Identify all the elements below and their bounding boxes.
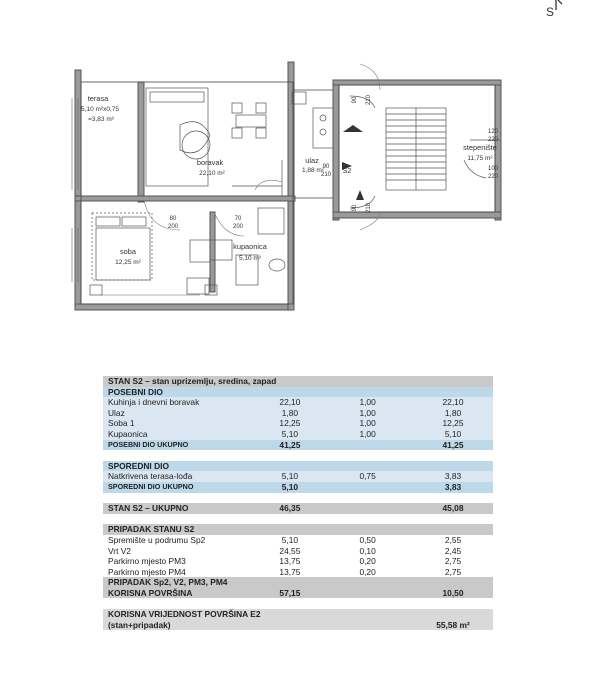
subtotal-label: POSEBNI DIO UKUPNO — [103, 440, 258, 451]
room-boravak-name: boravak — [196, 158, 224, 167]
stan-total-coef — [322, 503, 413, 514]
final-label-line1: KORISNA VRIJEDNOST POVRŠINA E2 — [103, 609, 493, 620]
row-name: Soba 1 — [103, 418, 258, 429]
stan-total-total: 45,08 — [413, 503, 493, 514]
room-kupaonica-area: 5,10 m² — [238, 255, 262, 262]
door3-width: 90 — [322, 164, 330, 170]
row-total: 22,10 — [413, 397, 493, 408]
door3-height: 210 — [320, 172, 332, 178]
row-area: 5,10 — [258, 535, 323, 546]
subtotal-label: SPOREDNI DIO UKUPNO — [103, 482, 258, 493]
subtotal-row — [103, 482, 493, 493]
pripadak-total-line1: PRIPADAK Sp2, V2, PM3, PM4 — [103, 577, 493, 588]
row-total: 12,25 — [413, 418, 493, 429]
pripadak-total-coef — [322, 588, 413, 599]
final-coef — [322, 620, 413, 631]
row-coef: 1,00 — [322, 418, 413, 429]
pripadak-total-total: 10,50 — [413, 588, 493, 599]
row-name: Kuhinja i dnevni boravak — [103, 397, 258, 408]
table-title-row — [103, 376, 493, 387]
row-area: 24,55 — [258, 546, 323, 557]
room-terasa-dims: 5,10 m²x0,75 — [81, 106, 119, 113]
stairs — [350, 96, 500, 208]
row-name: Vrt V2 — [103, 546, 258, 557]
row-coef: 0,10 — [322, 546, 413, 557]
final-area — [258, 620, 323, 631]
row-total: 5,10 — [413, 429, 493, 440]
subtotal-coef — [322, 482, 413, 493]
row-coef: 0,20 — [322, 556, 413, 567]
row-coef: 1,00 — [322, 429, 413, 440]
row-name: Parkirno mjesto PM3 — [103, 556, 258, 567]
window2-width: 100 — [487, 166, 499, 172]
door4-width: 80 — [169, 216, 177, 222]
section-header-posebni: POSEBNI DIO — [103, 387, 493, 398]
subtotal-total: 41,25 — [413, 440, 493, 451]
subtotal-total: 3,83 — [413, 482, 493, 493]
door4-height: 200 — [167, 224, 179, 230]
row-total: 2,75 — [413, 556, 493, 567]
subtotal-area: 5,10 — [258, 482, 323, 493]
row-name: Ulaz — [103, 408, 258, 419]
room-soba-name: soba — [119, 247, 137, 256]
row-total: 3,83 — [413, 471, 493, 482]
window1-height: 220 — [487, 137, 499, 143]
section-header-pripadak: PRIPADAK STANU S2 — [103, 524, 493, 535]
walls — [75, 62, 501, 310]
room-stepeniste-area: 11,75 m² — [467, 155, 493, 162]
row-name: Spremište u podrumu Sp2 — [103, 535, 258, 546]
row-coef: 1,00 — [322, 397, 413, 408]
room-ulaz-name: ulaz — [305, 156, 319, 165]
table-row — [103, 535, 493, 546]
corner-mark: S — [546, 5, 555, 19]
door5-height: 200 — [232, 224, 244, 230]
spacer-row — [103, 493, 493, 504]
room-terasa-area: =3,83 m² — [88, 116, 114, 123]
door2-height: 210 — [366, 202, 372, 214]
table-row — [103, 397, 493, 408]
pripadak-total-row — [103, 588, 493, 599]
table-row — [103, 567, 493, 578]
pripadak-total-area: 57,15 — [258, 588, 323, 599]
table-row — [103, 546, 493, 557]
subtotal-coef — [322, 440, 413, 451]
room-boravak-area: 22,10 m² — [199, 170, 225, 177]
spacer-row — [103, 450, 493, 461]
door2-width: 90 — [352, 204, 358, 212]
section-header-sporedni: SPOREDNI DIO — [103, 461, 493, 472]
room-stepeniste-name: stepenište — [463, 143, 497, 152]
row-name: Parkirno mjesto PM4 — [103, 567, 258, 578]
pripadak-total-line2: KORISNA POVRŠINA — [103, 588, 258, 599]
section-header-row — [103, 461, 493, 472]
row-coef: 1,00 — [322, 408, 413, 419]
table-row — [103, 418, 493, 429]
area-table — [103, 376, 493, 630]
table-row — [103, 471, 493, 482]
subtotal-row — [103, 440, 493, 451]
subtotal-area: 41,25 — [258, 440, 323, 451]
section-header-row — [103, 387, 493, 398]
row-coef: 0,20 — [322, 567, 413, 578]
room-kupaonica-name: kupaonica — [233, 242, 267, 251]
room-soba-area: 12,25 m² — [115, 259, 141, 266]
unit-tag: S2 — [342, 168, 352, 175]
spacer-row — [103, 598, 493, 609]
door5-width: 70 — [234, 216, 242, 222]
door-swings — [144, 64, 380, 236]
row-total: 1,80 — [413, 408, 493, 419]
table-title: STAN S2 – stan uprizemlju, sredina, zapad — [103, 376, 493, 387]
window1-width: 120 — [487, 129, 499, 135]
row-total: 2,75 — [413, 567, 493, 578]
row-area: 13,75 — [258, 556, 323, 567]
row-coef: 0,50 — [322, 535, 413, 546]
row-area: 22,10 — [258, 397, 323, 408]
row-total: 2,55 — [413, 535, 493, 546]
room-terasa-name: terasa — [87, 94, 109, 103]
spacer-row — [103, 514, 493, 525]
final-label-line2: (stan+pripadak) — [103, 620, 258, 631]
table-row — [103, 408, 493, 419]
row-area: 1,80 — [258, 408, 323, 419]
room-ulaz-area: 1,88 m² — [301, 167, 325, 174]
table-row — [103, 429, 493, 440]
pripadak-total-row — [103, 577, 493, 588]
window2-height: 220 — [487, 174, 499, 180]
row-area: 12,25 — [258, 418, 323, 429]
markers — [342, 125, 364, 200]
final-total: 55,58 m² — [413, 620, 493, 631]
door1-height: 210 — [366, 94, 372, 106]
row-name: Kupaonica — [103, 429, 258, 440]
row-name: Natkrivena terasa-lođa — [103, 471, 258, 482]
row-area: 5,10 — [258, 471, 323, 482]
floor-plan — [0, 0, 598, 340]
table-row — [103, 556, 493, 567]
row-total: 2,45 — [413, 546, 493, 557]
row-area: 13,75 — [258, 567, 323, 578]
row-area: 5,10 — [258, 429, 323, 440]
stan-total-label: STAN S2 – UKUPNO — [103, 503, 258, 514]
row-coef: 0,75 — [322, 471, 413, 482]
section-header-row — [103, 524, 493, 535]
stan-total-area: 46,35 — [258, 503, 323, 514]
final-row — [103, 609, 493, 620]
door1-width: 90 — [352, 96, 358, 104]
stan-total-row — [103, 503, 493, 514]
final-row — [103, 620, 493, 631]
corner-mark-arrow — [556, 0, 562, 10]
